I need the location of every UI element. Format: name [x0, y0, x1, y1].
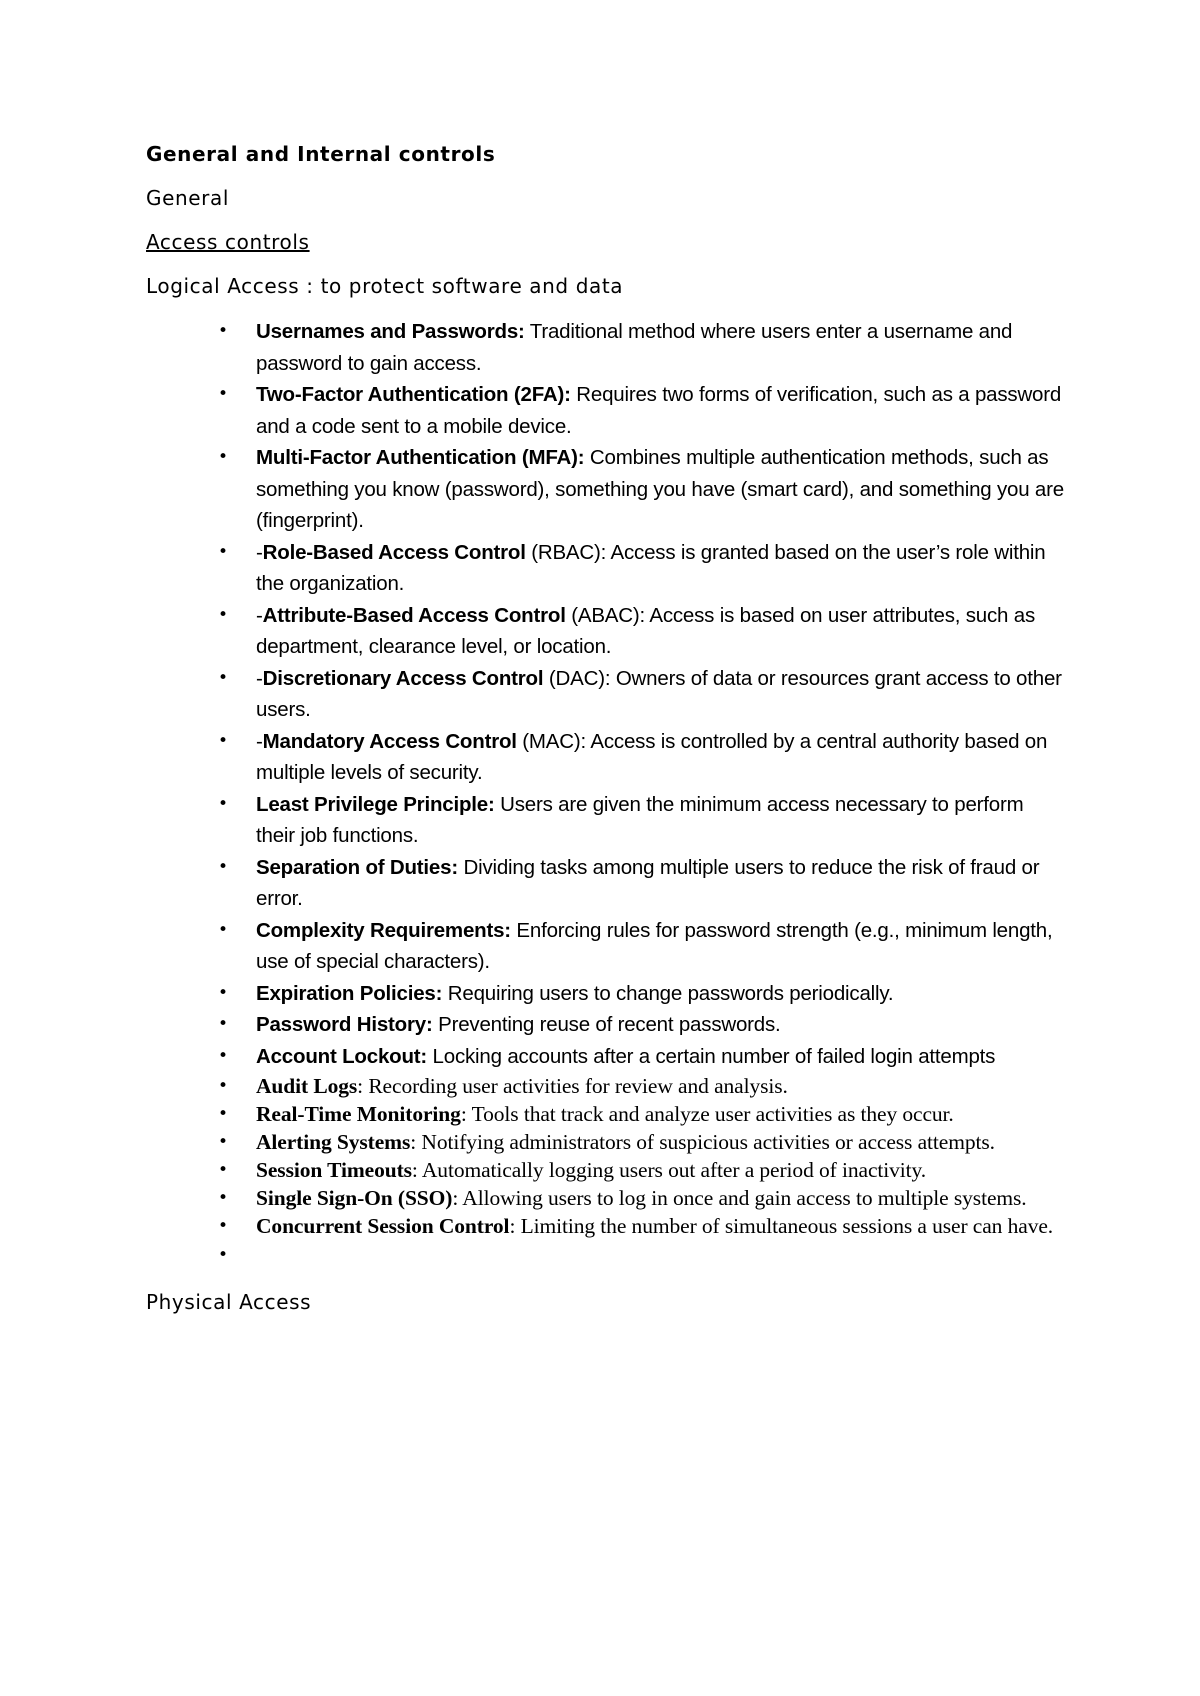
item-term-suffix: : — [488, 792, 495, 816]
item-description: : Allowing users to log in once and gain access to multiple systems. — [452, 1186, 1027, 1210]
logical-access-heading: Logical Access : to protect software and data — [146, 274, 624, 298]
subsection-heading-access-controls: Access controls — [146, 230, 310, 254]
bullet-icon: • — [218, 604, 228, 625]
item-description: Requires two forms of verification, such as a password and a code sent to a mobile device. — [256, 383, 1062, 438]
list-item — [146, 789, 1066, 852]
item-description: (DAC): Owners of data or resources grant access to other users. — [256, 666, 1062, 721]
item-description: : Recording user activities for review and analysis. — [357, 1074, 788, 1098]
item-description: : Automatically logging users out after a period of inactivity. — [411, 1158, 927, 1182]
list-item — [146, 663, 1066, 726]
bullet-icon: • — [218, 1216, 228, 1236]
section-heading-general: General — [146, 186, 230, 210]
bullet-icon: • — [218, 321, 228, 341]
item-term-suffix: : — [435, 981, 443, 1005]
list-item — [146, 1128, 1066, 1156]
item-term: Real-Time Monitoring — [256, 1102, 461, 1126]
item-term: Account Lockout — [256, 1044, 421, 1068]
item-term: Concurrent Session Control — [256, 1214, 510, 1238]
list-item — [146, 1009, 1066, 1041]
bullet-icon: • — [218, 1104, 228, 1124]
bullet-icon: • — [218, 856, 228, 877]
document-title: General and Internal controls — [146, 142, 496, 166]
item-description: Preventing reuse of recent passwords. — [432, 1013, 781, 1036]
list-item — [146, 1041, 1066, 1073]
item-description: Combines multiple authentication methods, such as something you know (password), something you have (smart card), and something you are (fingerprint). — [256, 446, 1064, 532]
item-term-suffix: : — [518, 320, 525, 343]
list-item — [146, 600, 1066, 663]
document-page — [146, 140, 1066, 1332]
item-term-suffix: : — [577, 446, 585, 469]
bullet-icon: • — [218, 919, 228, 940]
item-description: Traditional method where users enter a username and password to gain access. — [256, 320, 1013, 375]
list-item — [146, 852, 1066, 915]
list-item — [146, 1100, 1066, 1128]
bullet-icon: • — [218, 1245, 228, 1265]
list-item — [146, 915, 1066, 978]
bullet-icon: • — [218, 1076, 228, 1096]
bullet-icon: • — [218, 447, 228, 467]
list-item — [146, 726, 1066, 789]
item-term: Usernames and Passwords — [256, 320, 519, 343]
item-term: Session Timeouts — [256, 1158, 412, 1182]
list-item — [146, 1072, 1066, 1100]
item-description: (RBAC): Access is granted based on the user’s role within the organization. — [256, 540, 1046, 595]
bullet-icon: • — [218, 730, 228, 751]
item-description: (MAC): Access is controlled by a central authority based on multiple levels of security. — [256, 729, 1048, 784]
list-item — [146, 978, 1066, 1010]
item-term: Audit Logs — [256, 1074, 358, 1098]
item-term: Separation of Duties — [256, 855, 452, 879]
access-controls-list — [146, 316, 1066, 1270]
item-term: Single Sign-On (SSO) — [256, 1186, 453, 1210]
item-description: Users are given the minimum access necessary to perform their job functions. — [256, 792, 1024, 847]
list-item — [146, 442, 1066, 537]
item-description: Dividing tasks among multiple users to reduce the risk of fraud or error. — [256, 855, 1040, 910]
item-term: Discretionary Access Control — [262, 666, 544, 690]
item-description: Locking accounts after a certain number of failed login attempts — [427, 1044, 996, 1068]
item-term: Complexity Requirements — [256, 918, 505, 942]
bullet-icon: • — [218, 982, 228, 1003]
list-item-empty — [146, 1240, 1066, 1270]
bullet-icon: • — [218, 1132, 228, 1152]
item-prefix: - — [256, 603, 263, 627]
list-item — [146, 1156, 1066, 1184]
bullet-icon: • — [218, 667, 228, 688]
bullet-icon: • — [218, 541, 228, 562]
bullet-icon: • — [218, 1188, 228, 1208]
bullet-icon: • — [218, 1014, 228, 1034]
item-term: Alerting Systems — [256, 1130, 411, 1154]
item-prefix: - — [256, 729, 263, 753]
physical-access-heading: Physical Access — [146, 1290, 312, 1314]
item-term: Two-Factor Authentication (2FA) — [256, 383, 565, 406]
item-term-suffix: : — [451, 855, 458, 879]
item-term-suffix: : — [504, 918, 511, 942]
bullet-icon: • — [218, 793, 228, 814]
item-term: Least Privilege Principle — [256, 792, 488, 816]
item-term: Mandatory Access Control — [262, 729, 517, 753]
item-term-suffix: : — [564, 383, 571, 406]
bullet-icon: • — [218, 1160, 228, 1180]
item-term: Expiration Policies — [256, 981, 436, 1005]
list-item — [146, 1184, 1066, 1212]
list-item — [146, 537, 1066, 600]
item-term: Role-Based Access Control — [262, 540, 526, 564]
item-description: Requiring users to change passwords periodically. — [442, 981, 894, 1005]
list-item — [146, 379, 1066, 442]
list-item — [146, 1212, 1066, 1240]
item-description: : Limiting the number of simultaneous sessions a user can have. — [509, 1214, 1054, 1238]
item-term: Multi-Factor Authentication (MFA) — [256, 446, 578, 469]
item-description: : Tools that track and analyze user activities as they occur. — [460, 1102, 954, 1126]
item-term-suffix: : — [425, 1013, 433, 1036]
item-description: : Notifying administrators of suspicious activities or access attempts. — [410, 1130, 995, 1154]
item-description: Enforcing rules for password strength (e.g., minimum length, use of special characters). — [256, 918, 1053, 973]
item-prefix: - — [256, 666, 263, 690]
item-description: (ABAC): Access is based on user attributes, such as department, clearance level, or location. — [256, 603, 1036, 658]
bullet-icon: • — [218, 1045, 228, 1066]
item-term: Attribute-Based Access Control — [262, 603, 566, 627]
item-term: Password History — [256, 1013, 426, 1036]
bullet-icon: • — [218, 384, 228, 404]
item-term-suffix: : — [420, 1044, 428, 1068]
item-prefix: - — [256, 540, 263, 564]
list-item — [146, 316, 1066, 379]
